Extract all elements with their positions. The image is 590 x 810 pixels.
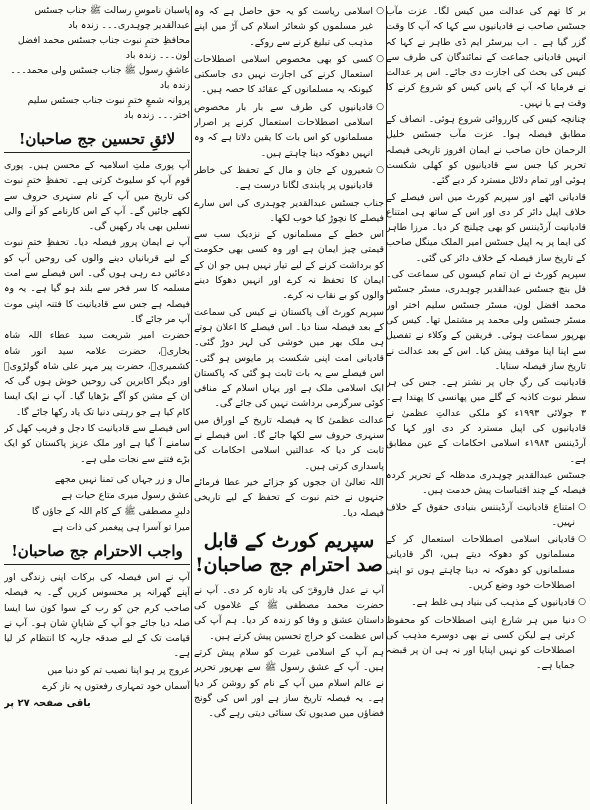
paragraph: بر کا تھم کی عدالت میں کیس لگا۔ عزت مآب جسٹس صاحب نے قادیانیوں سے کہا کہ آپ کا وقت گزر گیا ہے ۔ اب بیرسٹر ایم ڈی طاہر نے کہا کہ انہیں قادیانی جماعت کے نمائندگان کی طرف سے کیس کی بحث کی اجازت دی جائے۔ اس پر عدالت نے فرمایا کہ آپ کے پاس کیس کو شروع کرنے کا وقت ہے یا نہیں۔ [386,6,586,109]
verse-line: عشق رسول میری متاع حیات ہے [61,489,190,501]
verse-line: عروج پر ہو اپنا نصیب تم کو دنیا میں [47,664,190,676]
tribute-line: عاشقِ رسول ﷺ جناب جسٹس ولی محمد۔۔۔ زندہ باد [10,65,190,91]
paragraph: آپ پوری ملتِ اسلامیہ کے محسن ہیں۔ پوری قوم آپ کو سلیوٹ کرتی ہے۔ تحفظِ ختمِ نبوت کی تاریخ میں آپ کے نام سنہری حروف سے لکھے جائیں گے۔ آپ کے اس کارنامے کو آنے والی نسلیں بھی یاد رکھیں گی۔ [4,160,190,233]
tribute-line: پروانہ شمعِ ختمِ نبوت جناب جسٹس سلیم اختر۔۔۔ زندہ باد [27,95,190,121]
verdict-points-list [386,500,586,674]
list-item: ○ کسی کو بھی مخصوص اسلامی اصطلاحات استعمال کرنے کی اجازت نہیں دی جاسکتی کیونکہ یہ مسلمانوں کے عقائد کا حصہ ہیں۔ [194,52,384,98]
list-item: ○ امتناع قادیانیت آرڈیننس بنیادی حقوق کے خلاف نہیں۔ [386,500,586,531]
section-headline: واجب الاحترام جج صاحبان! [4,541,190,565]
paragraph: چنانچہ کیس کی کارروائی شروع ہوئی۔ انصاف کے مطابق فیصلہ ہوا۔ عزت مآب جسٹس خلیل الرحمان خان صاحب نے ایمان افروز تاریخی فیصلہ تحریر کیا جس سے قادیانیوں کو کھلی شکست ہوئی اور تمام دلائل مسترد کر دیے گئے۔ [386,114,586,187]
list-item: ○ قادیانی اسلامی اصطلاحات استعمال کر کے مسلمانوں کو دھوکہ دیتے ہیں، اگر قادیانی مسلمانوں کو دھوکہ نہ دینا چاہتے ہوں تو اپنی اصطلاحات خود وضع کریں۔ [386,532,586,593]
list-item: ○ دنیا میں ہر شارع اپنی اصطلاحات کو محفوظ کرتی ہے لیکن کسی نے بھی دوسرے مذہب کی اصطلاحات کو نہیں اپنایا اور نہ ہی ان پر قبضہ جمایا ہے۔ [386,613,586,674]
tribute-line: پاسبان ناموسِ رسالت ﷺ جناب جسٹس عبدالقدیر چوہدری۔۔۔ زندہ باد [34,5,190,31]
closing-verse [4,663,190,694]
middle-column [194,4,384,806]
verse-line: مال و زر جہاں کی تمنا نہیں مجھے [54,473,190,485]
paragraph: قادیانی اٹھے اور سپریم کورٹ میں اس فیصلے کے خلاف اپیل دائر کر دی اور اس کے ساتھ ہی امتناع قادیانیت آرڈیننس کو بھی چیلنج کر دیا۔ مرزا طاہر کی ایما پر یہ اپیل جسٹس امیر الملک مینگل صاحب کے تاریخ ساز فیصلہ کے خلاف دائر کی گئی۔ [386,191,586,264]
section-headline: سپریم کورٹ کے قابل صد احترام جج صاحبان! [195,529,383,576]
paragraph: اس فیصلے سے قادیانیت کا دجل و فریب کھل کر سامنے آ گیا ہے اور ملک عزیز پاکستان کو ایک بڑے فتنے سے نجات ملی ہے۔ [4,423,190,465]
list-item: ○ شعیروں کے جان و مال کے تحفظ کی خاطر قادیانیوں پر پابندی لگانا درست ہے۔ [194,163,384,194]
paragraph: سپریم کورٹ آف پاکستان نے کیس کی سماعت کے بعد فیصلہ سنا دیا۔ اس فیصلے کا اعلان ہوتے ہی ملک بھر میں خوشی کی لہر دوڑ گئی۔ قادیانی امت اپنی شکست پر مایوس ہو گئی۔ اس فیصلے سے یہ بات ثابت ہو گئی کہ پاکستان ایک اسلامی ملک ہے اور یہاں اسلام کے منافی کوئی سرگرمی برداشت نہیں کی جائے گی۔ [194,306,384,410]
column-divider [191,6,192,804]
couplet [4,472,190,535]
paragraph: جناب جسٹس عبدالقدیر چوہدری کی اس سارے فیصلے کا نچوڑ کیا خوب لکھا۔ [194,197,384,224]
tribute-line: محافظِ ختمِ نبوت جناب جسٹس محمد افضل لون۔۔۔ زندہ باد [17,35,190,61]
verse-line: میرا تو آسرا ہی پیغمبر کی ذات ہے [52,521,190,533]
verdict-points-list [194,4,384,194]
paragraph: عدالت عظمیٰ کا یہ فیصلہ تاریخ کے اوراق میں سنہری حروف سے لکھا جائے گا۔ اس فیصلے نے ثابت کر دیا کہ عدالتیں اسلامی احکامات کی پاسداری کرتی ہیں۔ [194,414,384,472]
tribute-lines [4,4,190,123]
paragraph: ہم آپ کے اسلامی غیرت کو سلام پیش کرتے ہیں۔ آپ کے عشق رسول ﷺ سے بھرپور تحریر نے عالم اسلام میں آپ کے نام کو روشن کر دیا ہے۔ یہ فیصلہ تاریخ ساز ہے اور اس کی گونج فضاؤں میں صدیوں تک سنائی دیتی رہے گی۔ [194,646,384,720]
list-item: ○ قادیانیوں کے مذہب کی بنیاد ہی غلط ہے۔ [386,595,586,610]
section-headline: لائقِ تحسین جج صاحبان! [4,129,190,153]
right-column [386,4,586,806]
paragraph: آپ نے عدل فاروقیؓ کی یاد تازہ کر دی۔ آپ نے حضرت محمد مصطفی ﷺ کے غلاموں کی داستان عشق و وفا کو زندہ کر دیا۔ ہم آپ کی اس عظمت کو خراج تحسین پیش کرتے ہیں۔ [194,584,384,642]
continuation-note: باقی صفحہ ۲۷ پر [4,697,91,709]
left-column [4,4,190,806]
paragraph: قادیانیت کی رگِ جاں پر نشتر ہے۔ جس کی ہر سطر نبوت کاذبہ کے گلے میں پھانسی کا پھندا ہے۔ ۳ جولائی ۱۹۹۳ء کو ملکی عدالتِ عظمیٰ نے قادیانیوں کی اپیل مسترد کر دی اور کہا کہ آرڈیننس ۱۹۸۴ء اسلامی احکامات کے عین مطابق ہے۔ [386,377,586,465]
verse-line: آسماں خود تمہاری رفعتوں پہ ناز کرے [42,680,190,692]
paragraph: آپ نے اس فیصلہ کی برکات اپنی زندگی اور آپنے گھرانہ پر محسوس کریں گے۔ یہ فیصلہ صاحب کرم جن کو رب کے سوا کون سا ایسا صلہ دیا جائے جو آپ کے شایانِ شان ہو۔ آپ نے قیامت تک کے لیے صدقہ جاریہ کا انتظام کر لیا ہے۔ [4,571,190,660]
paragraph: آپ نے ایمان پرور فیصلہ دیا۔ تحفظِ ختمِ نبوت کے لیے قربانیاں دینے والوں کی روحیں آپ کو دعائیں دے رہی ہوں گی۔ اس فیصلے سے امت مسلمہ کا سر فخر سے بلند ہو گیا ہے۔ یہ وہ فیصلہ ہے جس سے قادیانیت کا فتنہ اپنی موت آپ مر جائے گا۔ [4,237,190,325]
list-item: ○ اسلامی ریاست کو یہ حق حاصل ہے کہ وہ غیر مسلموں کو شعائر اسلام کی آڑ میں اپنے مذہب کی تبلیغ کرنے سے روکے۔ [194,4,384,50]
paragraph: سپریم کورٹ نے ان تمام کیسوں کی سماعت کی۔ فل بنچ جسٹس عبدالقدیر چوہدری، مسٹر جسٹس محمد افضل لون، مسٹر جسٹس سلیم اختر اور مسٹر جسٹس ولی محمد پر مشتمل تھا۔ کیس کی بھرپور سماعت ہوئی۔ فریقین کے وکلاء نے تفصیل سے اپنا اپنا موقف پیش کیا۔ اس کے بعد عدالت نے تاریخ ساز فیصلہ سنایا۔ [386,269,586,372]
paragraph: حضرت امیر شریعت سید عطاء اللہ شاہ بخاریؒ، حضرت علامہ سید انور شاہ کشمیریؒ، حضرت پیر مہر علی شاہ گولڑویؒ اور دیگر اکابرین کی روحیں خوش ہوں گی کہ ان کے مشن کو آگے بڑھایا گیا۔ آپ نے ایک ایسا کام کیا ہے جو رہتی دنیا تک یاد رکھا جائے گا۔ [4,330,190,418]
verse-line: دلبرِ مصطفی ﷺ کے کام اللہ کے جاؤں گا [31,505,190,517]
quote: اس خطے کے مسلمانوں کے نزدیک سب سے قیمتی چیز ایمان ہے اور وہ کسی بھی حکومت کو برداشت کرنے کے لیے تیار نہیں ہیں جو ان کے ایمان کا تحفظ نہ کرے اور انہیں دھوکا دینے والوں کو بے نقاب نہ کرے۔ [194,229,384,302]
paragraph: جسٹس عبدالقدیر چوہدری مدظلہ کے تحریر کردہ فیصلہ کے چند اقتباسات پیش خدمت ہیں۔ [386,469,586,497]
list-item: ○ قادیانیوں کی طرف سے بار بار مخصوص اسلامی اصطلاحات استعمال کرنے پر اصرار مسلمانوں کو اس بات کا یقین دلاتا ہے کہ وہ انہیں دھوکہ دینا چاہتے ہیں۔ [194,100,384,161]
paragraph: اللہ تعالیٰ ان ججوں کو جزائے خیر عطا فرمائے جنہوں نے ختم نبوت کے تحفظ کے لیے تاریخی فیصلہ دیا۔ [194,476,384,519]
